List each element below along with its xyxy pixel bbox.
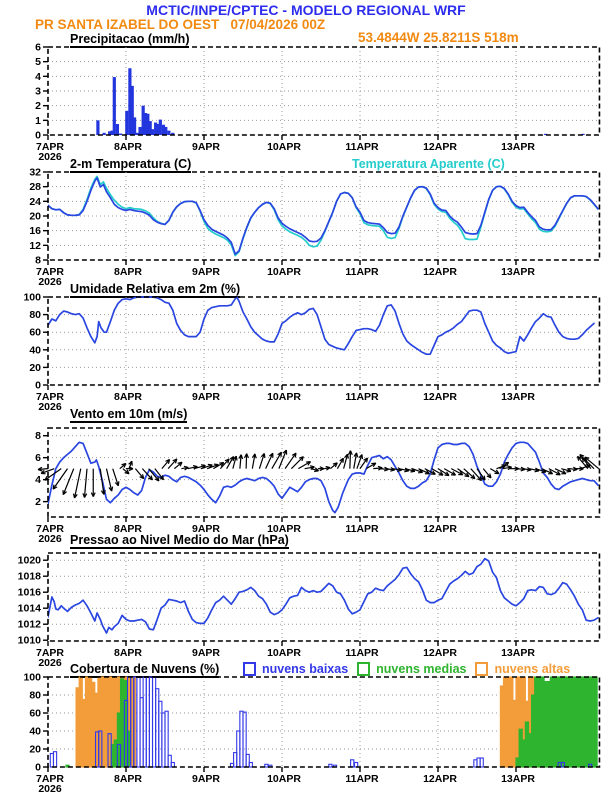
- svg-text:9APR: 9APR: [191, 141, 221, 153]
- svg-text:7APR: 7APR: [35, 141, 65, 153]
- location-label: 53.4844W 25.8211S 518m: [358, 30, 519, 45]
- svg-text:32: 32: [29, 166, 41, 179]
- svg-text:11APR: 11APR: [345, 647, 379, 659]
- svg-text:1014: 1014: [17, 602, 41, 615]
- panel-title-humidity: Umidade Relativa em 2m (%): [70, 282, 241, 296]
- svg-text:9APR: 9APR: [191, 647, 221, 659]
- svg-text:12APR: 12APR: [423, 266, 457, 278]
- svg-text:13APR: 13APR: [501, 141, 535, 153]
- svg-text:10APR: 10APR: [267, 391, 301, 403]
- svg-text:12APR: 12APR: [423, 391, 457, 403]
- cloud-high-label: nuvens altas: [494, 661, 571, 676]
- svg-text:11APR: 11APR: [345, 523, 379, 535]
- svg-text:16: 16: [29, 225, 41, 238]
- svg-text:13APR: 13APR: [501, 391, 535, 403]
- svg-text:2026: 2026: [38, 276, 62, 288]
- svg-text:24: 24: [29, 195, 41, 208]
- svg-text:0: 0: [35, 129, 41, 142]
- svg-text:1018: 1018: [17, 570, 41, 583]
- svg-text:4: 4: [35, 70, 41, 83]
- panel-title-temp: 2-m Temperatura (C): [70, 157, 192, 171]
- svg-text:6: 6: [35, 41, 41, 54]
- svg-text:10APR: 10APR: [267, 266, 301, 278]
- panel-title-wind: Vento em 10m (m/s): [70, 407, 188, 421]
- svg-text:11APR: 11APR: [345, 141, 379, 153]
- svg-text:9APR: 9APR: [191, 523, 221, 535]
- svg-text:8APR: 8APR: [113, 773, 143, 785]
- svg-text:10APR: 10APR: [267, 523, 301, 535]
- cloud-low-label: nuvens baixas: [262, 661, 349, 676]
- svg-text:2026: 2026: [38, 401, 62, 413]
- svg-text:12APR: 12APR: [423, 647, 457, 659]
- svg-text:1010: 1010: [17, 634, 41, 647]
- svg-text:80: 80: [29, 689, 41, 702]
- svg-text:1: 1: [35, 114, 41, 127]
- panel-title-clouds: Cobertura de Nuvens (%): [70, 662, 220, 676]
- svg-text:1012: 1012: [17, 618, 41, 631]
- svg-text:8APR: 8APR: [113, 647, 143, 659]
- panel-title-pressure: Pressao ao Nivel Medio do Mar (hPa): [70, 533, 289, 547]
- svg-text:28: 28: [29, 181, 41, 194]
- svg-text:80: 80: [29, 309, 41, 322]
- svg-text:12APR: 12APR: [423, 523, 457, 535]
- station-run-label: PR SANTA IZABEL DO OEST 07/04/2026 00Z: [35, 17, 326, 32]
- cloud-mid-label: nuvens medias: [376, 661, 467, 676]
- svg-text:9APR: 9APR: [191, 266, 221, 278]
- svg-text:2026: 2026: [38, 783, 62, 792]
- svg-text:2026: 2026: [38, 151, 62, 163]
- svg-text:13APR: 13APR: [501, 647, 535, 659]
- svg-text:9APR: 9APR: [191, 391, 221, 403]
- svg-text:11APR: 11APR: [345, 266, 379, 278]
- svg-text:20: 20: [29, 210, 41, 223]
- svg-text:3: 3: [35, 85, 41, 98]
- svg-text:1016: 1016: [17, 586, 41, 599]
- svg-text:7APR: 7APR: [35, 773, 65, 785]
- svg-text:2: 2: [35, 496, 41, 509]
- svg-text:13APR: 13APR: [501, 523, 535, 535]
- svg-text:2026: 2026: [38, 533, 62, 545]
- svg-text:60: 60: [29, 326, 41, 339]
- svg-text:9APR: 9APR: [191, 773, 221, 785]
- svg-text:12APR: 12APR: [423, 141, 457, 153]
- svg-text:8: 8: [35, 254, 41, 267]
- svg-text:10APR: 10APR: [267, 141, 301, 153]
- svg-text:40: 40: [29, 344, 41, 357]
- svg-text:10APR: 10APR: [267, 647, 301, 659]
- svg-text:6: 6: [35, 452, 41, 465]
- svg-text:20: 20: [29, 743, 41, 756]
- svg-text:7APR: 7APR: [35, 391, 65, 403]
- svg-text:11APR: 11APR: [345, 773, 379, 785]
- svg-text:2026: 2026: [38, 657, 62, 669]
- svg-text:8APR: 8APR: [113, 141, 143, 153]
- svg-text:2: 2: [35, 100, 41, 113]
- svg-text:4: 4: [35, 474, 41, 487]
- svg-text:0: 0: [35, 761, 41, 774]
- svg-text:7APR: 7APR: [35, 523, 65, 535]
- svg-text:8APR: 8APR: [113, 391, 143, 403]
- svg-text:40: 40: [29, 725, 41, 738]
- svg-text:11APR: 11APR: [345, 391, 379, 403]
- panel-title-temp-aparente: Temperatura Aparente (C): [352, 157, 505, 171]
- svg-text:100: 100: [23, 671, 41, 684]
- svg-text:13APR: 13APR: [501, 773, 535, 785]
- model-title: MCTIC/INPE/CPTEC - MODELO REGIONAL WRF: [146, 2, 466, 18]
- svg-text:1020: 1020: [17, 554, 41, 567]
- svg-text:8APR: 8APR: [113, 266, 143, 278]
- svg-text:100: 100: [23, 291, 41, 304]
- svg-text:0: 0: [35, 379, 41, 392]
- svg-text:7APR: 7APR: [35, 266, 65, 278]
- svg-text:7APR: 7APR: [35, 647, 65, 659]
- svg-text:60: 60: [29, 707, 41, 720]
- svg-text:10APR: 10APR: [267, 773, 301, 785]
- svg-text:8: 8: [35, 430, 41, 443]
- svg-text:8APR: 8APR: [113, 523, 143, 535]
- svg-text:20: 20: [29, 361, 41, 374]
- panel-title-precip: Precipitacao (mm/h): [70, 32, 190, 46]
- svg-text:13APR: 13APR: [501, 266, 535, 278]
- svg-text:12: 12: [29, 239, 41, 252]
- svg-text:5: 5: [35, 56, 41, 69]
- svg-text:12APR: 12APR: [423, 773, 457, 785]
